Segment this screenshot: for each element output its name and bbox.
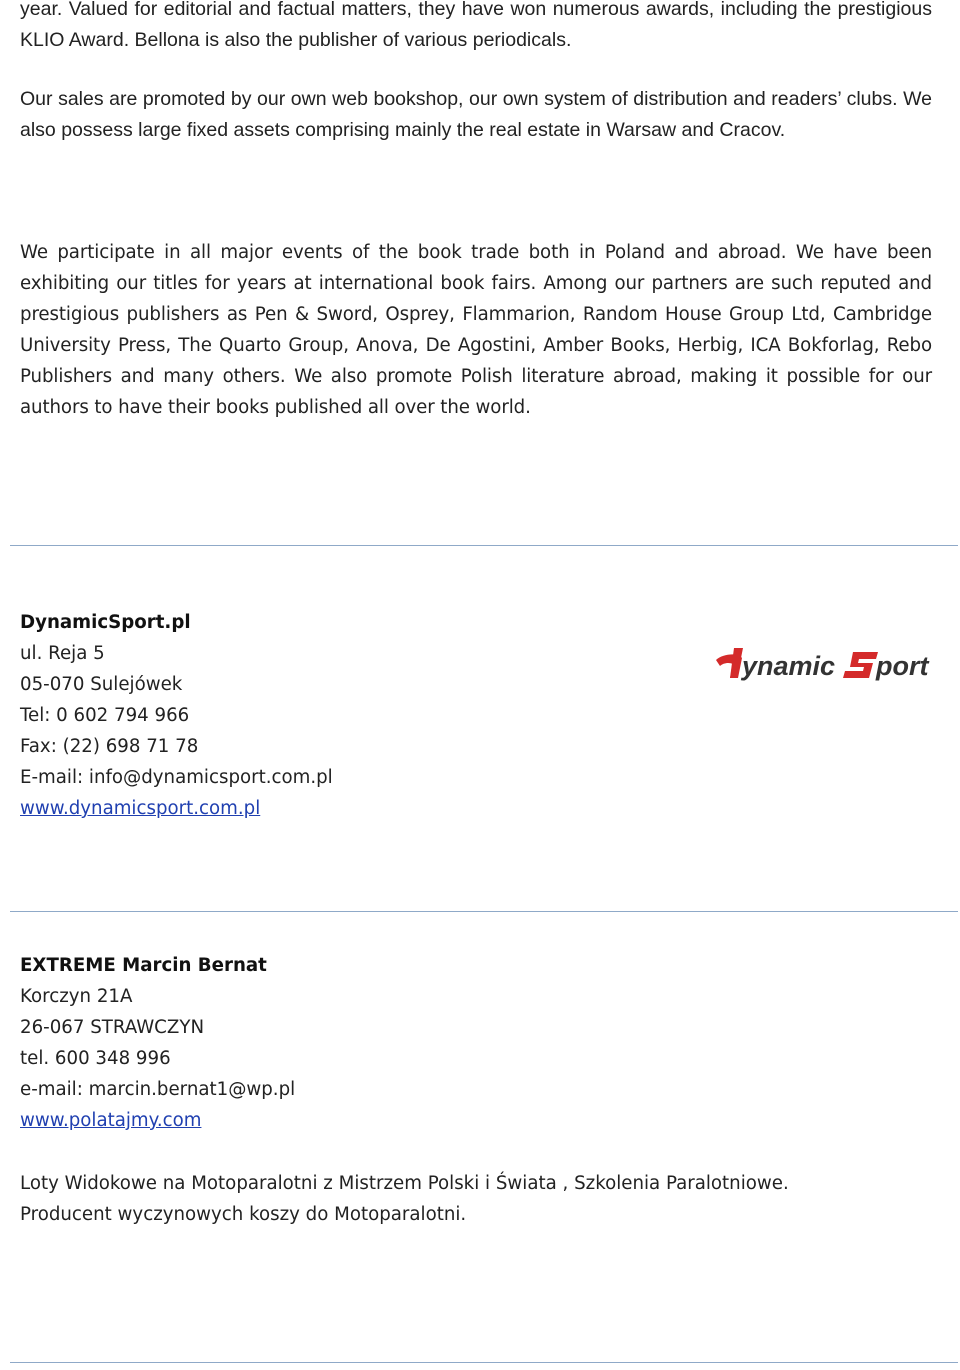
intro-paragraph-2: Our sales are promoted by our own web bookshop, our own system of distribution and readers’ clubs. We also possess large fixed assets comprising mainly the real estate in Warsaw and Cracov. [20, 88, 932, 141]
extreme-description-line-2: Producent wyczynowych koszy do Motoparalotni. [20, 1204, 467, 1225]
extreme-description [20, 1168, 789, 1230]
intro-paragraph-1: year. Valued for editorial and factual matters, they have won numerous awards, including the prestigious KLIO Award. Bellona is also the publisher of various periodicals. [20, 0, 932, 51]
intro-section [20, 0, 932, 146]
dynamicsport-tel: Tel: 0 602 794 966 [20, 705, 190, 726]
logo-text-dynamic: ynamic [742, 651, 836, 681]
extreme-street: Korczyn 21A [20, 986, 133, 1007]
dynamicsport-fax: Fax: (22) 698 71 78 [20, 736, 199, 757]
logo-s-shape [843, 652, 878, 678]
dynamicsport-street: ul. Reja 5 [20, 643, 105, 664]
divider-3 [10, 1362, 958, 1363]
extreme-description-line-1: Loty Widokowe na Motoparalotni z Mistrzem Polski i Świata , Szkolenia Paralotniowe. [20, 1173, 789, 1194]
dynamicsport-website-link[interactable]: www.dynamicsport.com.pl [20, 798, 261, 819]
dynamicsport-logo [712, 640, 932, 686]
events-section [20, 237, 932, 423]
extreme-email: e-mail: marcin.bernat1@wp.pl [20, 1079, 296, 1100]
extreme-city: 26-067 STRAWCZYN [20, 1017, 205, 1038]
dynamicsport-city: 05-070 Sulejówek [20, 674, 183, 695]
divider-2 [10, 911, 958, 912]
dynamicsport-email: E-mail: info@dynamicsport.com.pl [20, 767, 333, 788]
dynamicsport-name: DynamicSport.pl [20, 612, 191, 633]
extreme-name: EXTREME Marcin Bernat [20, 955, 267, 976]
events-paragraph: We participate in all major events of the book trade both in Poland and abroad. We have been exhibiting our titles for years at international book fairs. Among our partners are such reputed and prestigious publishers as Pen & Sword, Osprey, Flammarion, Random House Group Ltd, Cambridge University Press, The Quarto Group, Anova, De Agostini, Amber Books, Herbig, ICA Bokforlag, Rebo Publishers and many others. We also promote Polish literature abroad, making it possible for our authors to have their books published all over the world. [20, 242, 932, 418]
extreme-tel: tel. 600 348 996 [20, 1048, 171, 1069]
logo-text-sport: port [876, 651, 929, 681]
dynamicsport-contact [20, 607, 333, 824]
extreme-website-link[interactable]: www.polatajmy.com [20, 1110, 202, 1131]
divider-1 [10, 545, 958, 546]
extreme-contact [20, 950, 295, 1136]
